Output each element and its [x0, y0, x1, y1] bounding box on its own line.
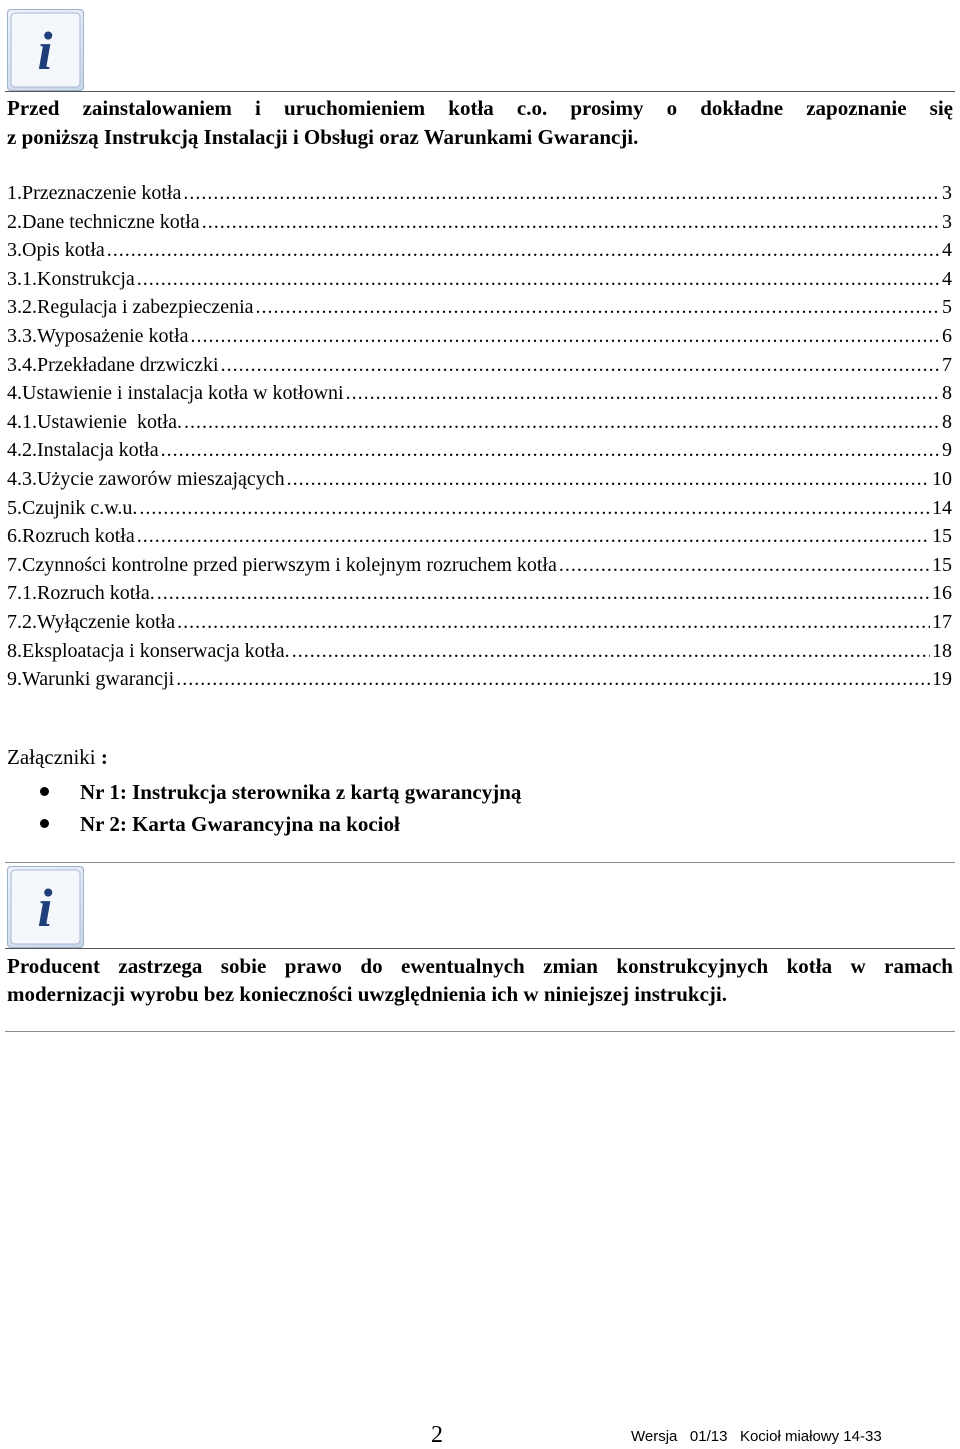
toc-leader-dots	[139, 494, 930, 523]
toc-leader-dots	[287, 465, 930, 494]
toc-entry-page: 14	[932, 496, 952, 519]
toc-entry-title: 4.Ustawienie i instalacja kotła w kotłowni	[7, 382, 344, 405]
toc-entry-page: 3	[942, 182, 952, 204]
intro-paragraph	[7, 94, 953, 152]
toc-entry-title: 4.3.Użycie zaworów mieszających	[7, 467, 285, 490]
toc-entry-page: 8	[942, 410, 952, 433]
toc-entry[interactable]	[7, 522, 952, 551]
intro-line-1: Przed zainstalowaniem i uruchomieniem kotła c.o. prosimy o dokładne zapoznanie się	[7, 96, 953, 120]
toc-entry[interactable]	[7, 408, 952, 437]
toc-entry[interactable]	[7, 236, 952, 265]
info-icon	[7, 866, 84, 948]
toc-entry[interactable]	[7, 494, 952, 523]
toc-leader-dots	[184, 408, 940, 437]
toc-entry-page: 6	[942, 324, 952, 347]
toc-entry-page: 16	[932, 582, 952, 605]
toc-entry[interactable]	[7, 436, 952, 465]
toc-leader-dots	[157, 579, 930, 608]
toc-leader-dots	[292, 637, 930, 666]
toc-leader-dots	[346, 379, 940, 408]
svg-text:i: i	[37, 21, 53, 81]
toc-leader-dots	[137, 522, 930, 551]
notice-line-1: Producent zastrzega sobie prawo do ewentualnych zmian konstrukcyjnych kotła w ramach	[7, 954, 953, 978]
toc-leader-dots	[107, 236, 940, 265]
info-icon	[7, 9, 84, 91]
toc-leader-dots	[176, 665, 930, 694]
toc-entry[interactable]	[7, 608, 952, 637]
toc-leader-dots	[177, 608, 930, 637]
toc-leader-dots	[202, 208, 940, 237]
attachments-list	[40, 776, 521, 840]
toc-entry[interactable]	[7, 293, 952, 322]
list-item	[40, 808, 521, 840]
svg-text:i: i	[37, 878, 53, 938]
toc-entry-page: 5	[942, 296, 952, 319]
toc-entry-page: 17	[932, 610, 952, 633]
toc-entry-page: 8	[942, 382, 952, 405]
toc-entry-page: 3	[942, 210, 952, 233]
attachments-heading	[7, 745, 108, 770]
table-of-contents	[7, 179, 952, 694]
notice-top-rule	[5, 948, 955, 949]
toc-entry[interactable]	[7, 665, 952, 694]
attachments-title: Załączniki	[7, 745, 96, 769]
toc-entry-title: 2.Dane techniczne kotła	[7, 210, 200, 233]
producent-notice	[7, 952, 953, 1008]
toc-leader-dots	[137, 265, 940, 294]
toc-entry-page: 7	[942, 353, 952, 376]
toc-entry[interactable]	[7, 179, 952, 208]
notice-line-2: modernizacji wyrobu bez konieczności uwzględnienia ich w niniejszej instrukcji.	[7, 982, 727, 1006]
toc-entry-title: 6.Rozruch kotła	[7, 525, 135, 548]
toc-entry-page: 4	[942, 267, 952, 290]
page-number: 2	[431, 1422, 443, 1448]
divider	[5, 862, 955, 863]
toc-entry[interactable]	[7, 265, 952, 294]
toc-leader-dots	[161, 436, 940, 465]
toc-entry-title: 1.Przeznaczenie kotła	[7, 182, 182, 204]
toc-entry-title: 8.Eksploatacja i konserwacja kotła.	[7, 639, 290, 662]
attachment-label: Nr 2: Karta Gwarancyjna na kocioł	[80, 812, 400, 836]
toc-entry[interactable]	[7, 465, 952, 494]
toc-leader-dots	[221, 351, 940, 380]
toc-entry-page: 15	[932, 553, 952, 576]
toc-entry[interactable]	[7, 379, 952, 408]
toc-entry[interactable]	[7, 322, 952, 351]
toc-entry-page: 19	[932, 668, 952, 691]
attachments-colon: :	[95, 745, 108, 769]
toc-entry[interactable]	[7, 351, 952, 380]
toc-entry-title: 4.1.Ustawienie kotła.	[7, 410, 182, 433]
toc-entry[interactable]	[7, 579, 952, 608]
toc-leader-dots	[183, 179, 940, 208]
toc-leader-dots	[191, 322, 940, 351]
toc-leader-dots	[559, 551, 930, 580]
intro-line-2: z poniższą Instrukcją Instalacji i Obsługi oraz Warunkami Gwarancji.	[7, 125, 639, 149]
toc-entry-title: 4.2.Instalacja kotła	[7, 439, 159, 462]
toc-entry-title: 3.2.Regulacja i zabezpieczenia	[7, 296, 254, 319]
toc-entry[interactable]	[7, 208, 952, 237]
list-item	[40, 776, 521, 808]
version-label: Wersja 01/13 Kocioł miałowy 14-33	[631, 1428, 882, 1445]
toc-entry-title: 9.Warunki gwarancji	[7, 668, 175, 691]
top-rule	[5, 91, 955, 92]
attachment-label: Nr 1: Instrukcja sterownika z kartą gwarancyjną	[80, 780, 522, 804]
bullet-icon	[40, 819, 49, 828]
notice-bottom-rule	[5, 1031, 955, 1032]
info-icon-graphic	[7, 866, 84, 948]
bullet-icon	[40, 787, 49, 796]
toc-entry-title: 7.Czynności kontrolne przed pierwszym i kolejnym rozruchem kotła	[7, 553, 557, 576]
info-icon-graphic	[7, 9, 84, 91]
toc-entry[interactable]	[7, 637, 952, 666]
toc-entry-page: 15	[932, 525, 952, 548]
toc-entry-title: 3.3.Wyposażenie kotła	[7, 324, 189, 347]
toc-entry-page: 18	[932, 639, 952, 662]
toc-entry-title: 3.4.Przekładane drzwiczki	[7, 353, 219, 376]
page-footer	[0, 1422, 960, 1448]
toc-entry-page: 4	[942, 239, 952, 262]
toc-entry-title: 7.1.Rozruch kotła.	[7, 582, 155, 605]
toc-entry-title: 5.Czujnik c.w.u.	[7, 496, 138, 519]
toc-entry-title: 3.Opis kotła	[7, 239, 105, 262]
toc-entry-title: 7.2.Wyłączenie kotła	[7, 610, 176, 633]
toc-entry-page: 10	[932, 467, 952, 490]
toc-entry[interactable]	[7, 551, 952, 580]
toc-leader-dots	[256, 293, 940, 322]
toc-entry-page: 9	[942, 439, 952, 462]
toc-entry-title: 3.1.Konstrukcja	[7, 267, 135, 290]
